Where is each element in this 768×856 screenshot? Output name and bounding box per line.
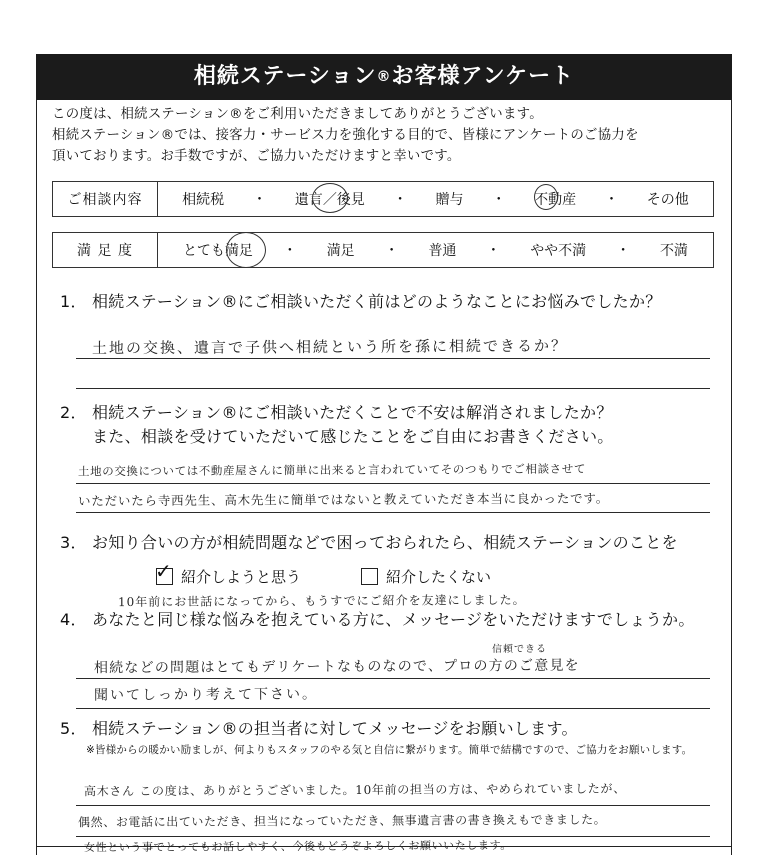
checkbox-no[interactable] xyxy=(361,568,378,585)
consult-type-label: ご相談内容 xyxy=(53,182,158,216)
separator: ・ xyxy=(616,243,631,259)
answer-2-line-2: いただいたら寺西先生、高木先生に簡単ではないと教えていただき本当に良かったです。 xyxy=(77,490,610,509)
answer-1: 土地の交換、遺言で子供へ相続という所を孫に相続できるか？ xyxy=(91,336,569,358)
option-inheritance-tax[interactable]: 相続税 xyxy=(182,192,225,208)
handwritten-circle-will xyxy=(312,183,348,213)
answer-line xyxy=(76,358,710,359)
answer-line xyxy=(76,512,710,513)
answer-line xyxy=(76,483,710,484)
question-text: 相続ステーション®の担当者に対してメッセージをお願いします。 xyxy=(92,719,578,738)
answer-4-line-1: 相続などの問題はとてもデリケートなものなので、プロの方のご意見を xyxy=(93,657,580,677)
separator: ・ xyxy=(282,243,297,259)
registered-mark: ® xyxy=(376,69,392,85)
question-5 xyxy=(60,717,578,741)
answer-line xyxy=(76,708,710,709)
referral-options xyxy=(155,559,492,587)
question-2 xyxy=(60,401,614,449)
option-somewhat-dissatisfied[interactable]: やや不満 xyxy=(530,243,587,259)
title-rest: お客様アンケート xyxy=(391,64,575,89)
checkbox-yes[interactable] xyxy=(155,559,173,585)
answer-3: 10年前にお世話になってから、もうすでにご紹介を友達にしました。 xyxy=(117,592,526,610)
question-number: 5． xyxy=(60,719,87,738)
question-text: お知り合いの方が相続問題などで困っておられたら、相続ステーションのことを xyxy=(92,533,678,552)
separator: ・ xyxy=(604,192,619,208)
question-text: 相続ステーション®にご相談いただくことで不安は解消されましたか？ xyxy=(92,403,613,422)
intro-line-2: 相続ステーション®では、接客力・サービス力を強化する目的で、皆様にアンケートのご協力を xyxy=(52,128,639,143)
encouragement-note: ※皆様からの暖かい励ましが、何よりもスタッフのやる気と自信に繋がります。簡単で結構ですので、ご協力をお願いします。 xyxy=(86,744,693,756)
separator: ・ xyxy=(486,243,501,259)
option-real-estate[interactable]: 不動産 xyxy=(534,192,577,208)
option-other[interactable]: その他 xyxy=(646,192,689,208)
separator: ・ xyxy=(393,192,408,208)
answer-4-line-2: 聞いてしっかり考えて下さい。 xyxy=(93,686,319,704)
question-number: 3． xyxy=(60,533,87,552)
intro-text xyxy=(52,104,722,167)
answer-4-insert: 信頼できる xyxy=(491,643,548,656)
check-mark-icon: ✓ xyxy=(155,559,172,583)
question-text: あなたと同じ様な悩みを抱えている方に、メッセージをいただけますでしょうか。 xyxy=(92,610,695,629)
question-text: 相続ステーション®にご相談いただく前はどのようなことにお悩みでしたか？ xyxy=(92,292,662,311)
answer-5-line-3: 女性という事でとってもお話しやすく、今後もどうぞよろしくお願いいたします。 xyxy=(83,838,512,855)
handwritten-circle-very-satisfied xyxy=(226,232,266,268)
referral-yes-label: 紹介しようと思う xyxy=(181,568,302,586)
satisfaction-label: 満 足 度 xyxy=(53,233,158,267)
option-dissatisfied[interactable]: 不満 xyxy=(659,243,688,259)
satisfaction-box xyxy=(52,232,714,268)
consult-type-options xyxy=(158,189,713,209)
intro-line-3: 頂いております。お手数ですが、ご協力いただけますと幸いです。 xyxy=(52,149,461,164)
intro-line-1: この度は、相続ステーション®をご利用いただきましてありがとうございます。 xyxy=(52,107,543,122)
answer-line xyxy=(76,805,710,806)
option-very-satisfied[interactable]: とても満足 xyxy=(182,243,253,259)
question-1 xyxy=(60,290,662,314)
consult-type-box xyxy=(52,181,714,217)
referral-no-label: 紹介したくない xyxy=(386,568,492,586)
option-neutral[interactable]: 普通 xyxy=(428,243,457,259)
question-4 xyxy=(60,608,695,632)
question-number: 2． xyxy=(60,403,87,422)
separator: ・ xyxy=(491,192,506,208)
survey-title xyxy=(36,54,732,100)
option-will[interactable]: 遺言／後見 xyxy=(294,192,365,208)
question-3 xyxy=(60,531,678,555)
answer-line xyxy=(76,678,710,679)
separator: ・ xyxy=(252,192,267,208)
answer-2-line-1: 土地の交換については不動産屋さんに簡単に出来ると言われていてそのつもりでご相談させて xyxy=(77,461,587,479)
question-text-2: また、相談を受けていただいて感じたことをご自由にお書きください。 xyxy=(92,427,614,446)
option-gift[interactable]: 贈与 xyxy=(435,192,464,208)
answer-line xyxy=(76,388,710,389)
answer-5-line-2: 偶然、お電話に出ていただき、担当になっていただき、無事遺言書の書き換えもできました。 xyxy=(77,812,607,830)
handwritten-circle-real-estate xyxy=(534,184,558,210)
title-main: 相続ステーション xyxy=(193,64,377,89)
referral-no[interactable] xyxy=(361,566,491,587)
answer-5-line-1: 高木さん この度は、ありがとうございました。10年前の担当の方は、やめられていましたが、 xyxy=(83,781,626,799)
separator: ・ xyxy=(384,243,399,259)
option-satisfied[interactable]: 満足 xyxy=(326,243,355,259)
referral-yes[interactable] xyxy=(155,559,302,587)
question-number: 1． xyxy=(60,292,87,311)
question-number: 4． xyxy=(60,610,87,629)
